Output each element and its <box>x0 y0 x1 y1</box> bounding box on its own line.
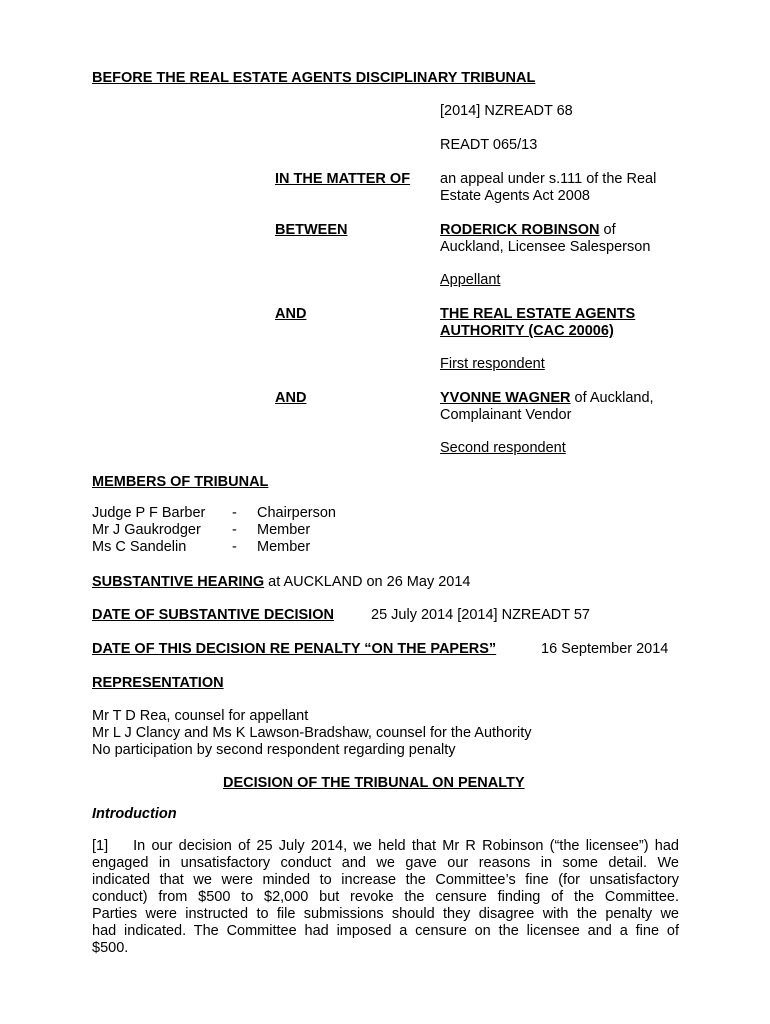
member-name: Mr J Gaukrodger <box>92 522 201 538</box>
substantive-hearing <box>92 574 470 591</box>
member-role: Chairperson <box>257 505 336 521</box>
matter-label: IN THE MATTER OF <box>275 171 411 187</box>
members-heading: MEMBERS OF TRIBUNAL <box>92 474 269 490</box>
second-respondent-line-2: Complainant Vendor <box>440 407 572 423</box>
first-respondent-line-2: AUTHORITY (CAC 20006) <box>440 323 614 339</box>
substantive-decision-value: 25 July 2014 [2014] NZREADT 57 <box>371 607 590 623</box>
first-respondent-line-1: THE REAL ESTATE AGENTS <box>440 306 636 322</box>
representation-line: Mr L J Clancy and Ms K Lawson-Bradshaw, counsel for the Authority <box>92 725 532 741</box>
between-label: BETWEEN <box>275 222 348 238</box>
representation-line: Mr T D Rea, counsel for appellant <box>92 708 309 724</box>
paragraph-line: conduct) from $500 to $2,000 but revoke the censure finding of the Committee. <box>92 889 679 905</box>
paragraph-line: had indicated. The Committee had imposed a censure on the licensee and a fine of <box>92 923 679 939</box>
substantive-hearing-label: SUBSTANTIVE HEARING <box>92 574 265 590</box>
appellant-line-2: Auckland, Licensee Salesperson <box>440 239 651 255</box>
member-role: Member <box>257 539 311 555</box>
penalty-decision-value: 16 September 2014 <box>541 641 669 657</box>
penalty-decision-label: DATE OF THIS DECISION RE PENALTY “ON THE PAPERS” <box>92 641 497 657</box>
member-role: Member <box>257 522 311 538</box>
representation-line: No participation by second respondent regarding penalty <box>92 742 456 758</box>
representation-heading: REPRESENTATION <box>92 675 224 691</box>
matter-line-1: an appeal under s.111 of the Real <box>440 171 657 187</box>
appellant-role: Appellant <box>440 272 501 288</box>
substantive-hearing-value: at AUCKLAND on 26 May 2014 <box>264 574 471 590</box>
paragraph-line: Parties were instructed to file submissions should they disagree with the penalty we <box>92 906 679 922</box>
paragraph-1 <box>92 838 679 957</box>
member-name: Judge P F Barber <box>92 505 206 521</box>
substantive-decision-label: DATE OF SUBSTANTIVE DECISION <box>92 607 334 623</box>
citation: [2014] NZREADT 68 <box>440 103 573 119</box>
file-number: READT 065/13 <box>440 137 538 153</box>
second-respondent-line-1 <box>440 390 654 407</box>
appellant-of: of <box>599 222 616 238</box>
paragraph-line: [1] In our decision of 25 July 2014, we held that Mr R Robinson (“the licensee”) had <box>92 838 679 854</box>
member-dash: - <box>232 539 237 555</box>
tribunal-title: BEFORE THE REAL ESTATE AGENTS DISCIPLINARY TRIBUNAL <box>92 70 536 86</box>
appellant-name: RODERICK ROBINSON <box>440 222 600 238</box>
second-respondent-of: of Auckland, <box>570 390 654 406</box>
and-label-2: AND <box>275 390 307 406</box>
decision-title: DECISION OF THE TRIBUNAL ON PENALTY <box>223 775 525 791</box>
member-name: Ms C Sandelin <box>92 539 187 555</box>
appellant-line-1 <box>440 222 616 239</box>
second-respondent-role: Second respondent <box>440 440 566 456</box>
first-respondent-role: First respondent <box>440 356 545 372</box>
paragraph-line: $500. <box>92 940 129 956</box>
and-label-1: AND <box>275 306 307 322</box>
matter-line-2: Estate Agents Act 2008 <box>440 188 590 204</box>
paragraph-line: engaged in unsatisfactory conduct and we gave our reasons in some detail. We <box>92 855 679 871</box>
introduction-heading: Introduction <box>92 806 177 822</box>
member-dash: - <box>232 505 237 521</box>
member-dash: - <box>232 522 237 538</box>
paragraph-line: indicated that we were minded to increase the Committee’s fine (for unsatisfactory <box>92 872 679 888</box>
second-respondent-name: YVONNE WAGNER <box>440 390 571 406</box>
